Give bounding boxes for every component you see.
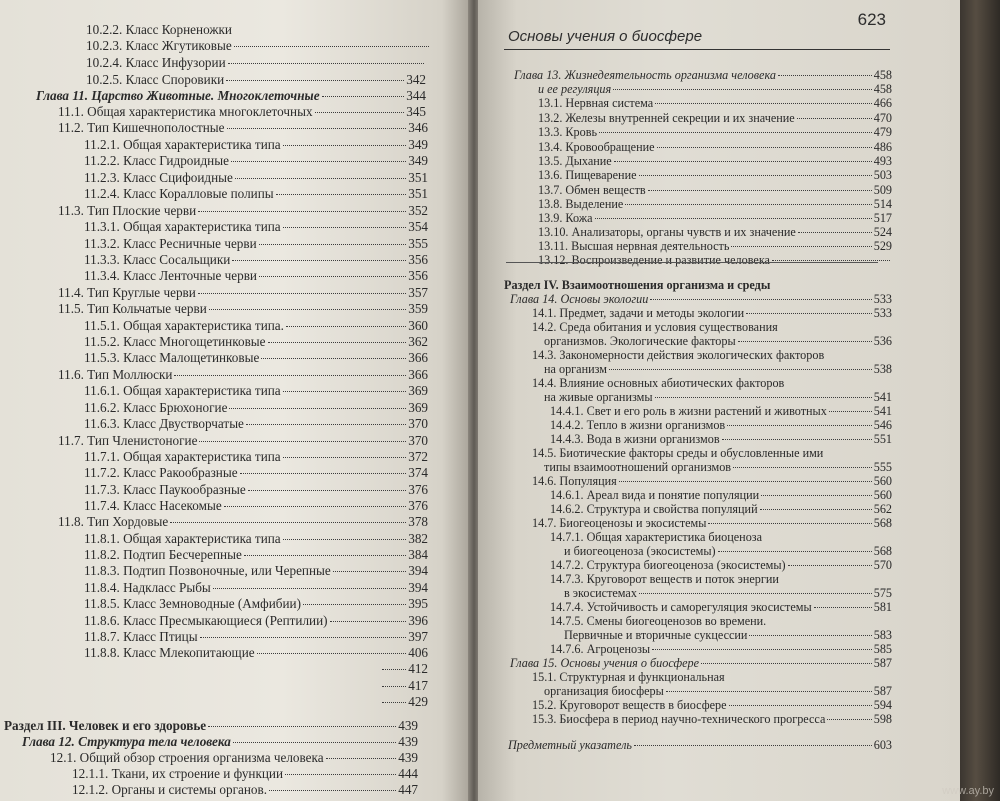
toc-entry-page: 357 [408, 285, 428, 300]
toc-entry-page: 524 [873, 225, 892, 239]
toc-entry-title: 14.7.2. Структура биогеоценоза (экосистемы) [550, 558, 786, 572]
toc-entry-page: 587 [873, 684, 892, 698]
toc-entry [84, 383, 428, 399]
toc-entry [84, 613, 428, 629]
toc-entry [58, 120, 428, 136]
toc-entry-title: 11.7.3. Класс Паукообразные [84, 482, 246, 497]
toc-entry-page: 529 [873, 239, 892, 253]
toc-entry [58, 301, 428, 317]
toc-entry [84, 449, 428, 465]
left-book-page [0, 0, 470, 801]
toc-entry [538, 168, 892, 182]
toc-entry-page: 594 [873, 698, 892, 712]
toc-entry-title: Глава 12. Структура тела человека [22, 734, 231, 749]
toc-entry-page: 376 [408, 482, 428, 497]
toc-entry [84, 547, 428, 563]
toc-entry-title: на живые организмы [544, 390, 653, 404]
toc-entry [538, 253, 892, 267]
toc-entry-page: 575 [873, 586, 892, 600]
toc-entry [58, 367, 428, 383]
toc-entry-title: 13.5. Дыхание [538, 154, 612, 168]
toc-entry-page: 581 [873, 600, 892, 614]
toc-entry-page: 585 [873, 642, 892, 656]
toc-entry-page: 560 [873, 474, 892, 488]
toc-entry [86, 72, 426, 88]
toc-entry-title: 14.7. Биогеоценозы и экосистемы [532, 516, 707, 530]
table-surface [960, 0, 1000, 801]
toc-entry-title: 11.2. Тип Кишечнополостные [58, 120, 225, 135]
toc-entry-title: Глава 13. Жизнедеятельность организма человека [514, 68, 776, 82]
toc-entry-title: и ее регуляция [538, 82, 612, 96]
toc-entry-page: 568 [873, 544, 892, 558]
toc-entry [532, 516, 892, 530]
toc-entry [544, 390, 892, 404]
toc-entry-page: 560 [873, 488, 892, 502]
toc-entry [58, 203, 428, 219]
toc-entry-title: 11.2.3. Класс Сцифоидные [84, 170, 233, 185]
toc-entry-page: 366 [408, 367, 428, 382]
toc-entry-page: 366 [408, 350, 428, 365]
toc-entry [72, 782, 418, 798]
toc-entry [84, 268, 428, 284]
toc-entry-page: 439 [398, 750, 418, 765]
toc-entry-title: 11.8.3. Подтип Позвоночные, или Черепные [84, 563, 331, 578]
toc-entry [84, 252, 428, 268]
toc-entry-title: 11.5.2. Класс Многощетинковые [84, 334, 266, 349]
toc-entry-page: 349 [408, 137, 428, 152]
toc-entry-title: 13.8. Выделение [538, 197, 624, 211]
toc-entry-title: 13.12. Воспроизведение и развитие человека [538, 253, 770, 267]
toc-entry-title: 14.7.5. Смены биогеоценозов во времени. [550, 614, 767, 628]
toc-entry-page: 466 [873, 96, 892, 110]
toc-entry [58, 104, 426, 120]
toc-entry [538, 111, 892, 125]
toc-entry-page: 568 [873, 516, 892, 530]
toc-entry-title: 15.3. Биосфера в период научно-технического прогресса [532, 712, 826, 726]
toc-entry-page: 603 [873, 738, 892, 752]
toc-entry-title: 11.3.3. Класс Сосальщики [84, 252, 231, 267]
toc-entry-page: 439 [398, 718, 418, 733]
toc-entry-page: 352 [408, 203, 428, 218]
toc-entry-page: 570 [873, 558, 892, 572]
toc-entry [538, 140, 892, 154]
toc-entry [84, 580, 428, 596]
toc-entry [538, 183, 892, 197]
toc-entry [84, 400, 428, 416]
toc-entry-title: 11.8.8. Класс Млекопитающие [84, 645, 255, 660]
toc-entry-page: 351 [408, 186, 428, 201]
toc-entry-title: 14.4.1. Свет и его роль в жизни растений и животных [550, 404, 827, 418]
toc-entry-page: 396 [408, 613, 428, 628]
running-head: Основы учения о биосфере [508, 28, 703, 45]
toc-entry [532, 306, 892, 320]
toc-entry-page: 538 [873, 362, 892, 376]
toc-entry-page: 345 [406, 104, 426, 119]
toc-entry [84, 350, 428, 366]
toc-entry-page: 517 [873, 211, 892, 225]
toc-entry-title: Глава 11. Царство Животные. Многоклеточные [36, 88, 320, 103]
toc-entry [550, 572, 892, 586]
toc-entry-page: 429 [408, 694, 428, 709]
toc-entry-title: 12.1.2. Органы и системы органов. [72, 782, 268, 797]
toc-entry [544, 362, 892, 376]
toc-entry-title: 11.3. Тип Плоские черви [58, 203, 197, 218]
toc-entry [538, 197, 892, 211]
toc-entry-page: 355 [408, 236, 428, 251]
toc-entry [550, 502, 892, 516]
toc-entry [84, 153, 428, 169]
toc-entry-page: 354 [408, 219, 428, 234]
toc-entry-title: 14.5. Биотические факторы среды и обусловленные ими [532, 446, 824, 460]
toc-entry-page: 384 [408, 547, 428, 562]
toc-entry [532, 320, 892, 334]
right-book-page [478, 0, 960, 801]
toc-entry-title: 11.2.2. Класс Гидроидные [84, 153, 229, 168]
toc-entry [84, 498, 428, 514]
toc-entry-page: 417 [408, 678, 428, 693]
toc-entry-title: 11.8.7. Класс Птицы [84, 629, 198, 644]
toc-entry-title: Глава 14. Основы экологии [510, 292, 649, 306]
toc-entry [550, 404, 892, 418]
toc-entry [538, 239, 892, 253]
toc-entry-title: 10.2.4. Класс Инфузории [86, 55, 226, 70]
toc-entry [50, 750, 418, 766]
toc-entry-page: 370 [408, 433, 428, 448]
toc-entry [86, 22, 431, 38]
toc-entry [58, 433, 428, 449]
toc-entry [72, 766, 418, 782]
toc-entry-title: 13.7. Обмен веществ [538, 183, 646, 197]
toc-entry [532, 712, 892, 726]
toc-entry-title: 14.7.6. Агроценозы [550, 642, 651, 656]
toc-entry [564, 544, 892, 558]
toc-entry-title: 11.5.1. Общая характеристика типа. [84, 318, 284, 333]
toc-entry-title: 14.6.2. Структура и свойства популяций [550, 502, 758, 516]
toc-entry [380, 694, 428, 710]
watermark: www.ay.by [942, 785, 994, 797]
toc-entry-page: 470 [873, 111, 892, 125]
toc-entry-title: 11.6.1. Общая характеристика типа [84, 383, 281, 398]
toc-entry-title: 10.2.5. Класс Споровики [86, 72, 225, 87]
toc-entry-title: 14.4. Влияние основных абиотических факторов [532, 376, 785, 390]
toc-entry [86, 55, 426, 71]
toc-entry-title: 14.7.4. Устойчивость и саморегуляция экосистемы [550, 600, 812, 614]
toc-entry-page: 551 [873, 432, 892, 446]
toc-entry-title: 14.4.3. Вода в жизни организмов [550, 432, 720, 446]
toc-entry-page: 447 [398, 782, 418, 797]
toc-entry [538, 154, 892, 168]
toc-entry-page: 533 [873, 306, 892, 320]
page-number: 623 [857, 10, 886, 29]
toc-entry-page: 378 [408, 514, 428, 529]
toc-entry-page: 351 [408, 170, 428, 185]
toc-entry [550, 432, 892, 446]
toc-entry-page: 362 [408, 334, 428, 349]
toc-entry-title: организмов. Экологические факторы [544, 334, 736, 348]
toc-entry-title: типы взаимоотношений организмов [544, 460, 732, 474]
toc-chapter [36, 88, 426, 104]
toc-entry-page: 583 [873, 628, 892, 642]
toc-entry-page: 541 [873, 404, 892, 418]
toc-entry-title: 11.6. Тип Моллюски [58, 367, 173, 382]
toc-section [504, 278, 892, 292]
toc-entry-title: 13.11. Высшая нервная деятельность [538, 239, 730, 253]
toc-entry-page: 406 [408, 645, 428, 660]
toc-entry-title: 11.3.1. Общая характеристика типа [84, 219, 281, 234]
section-rule [506, 262, 878, 263]
toc-entry [564, 586, 892, 600]
toc-entry-title: 14.4.2. Тепло в жизни организмов [550, 418, 726, 432]
toc-entry-page: 598 [873, 712, 892, 726]
toc-entry [84, 236, 428, 252]
toc-entry [564, 628, 892, 642]
toc-entry-title: 11.6.3. Класс Двустворчатые [84, 416, 244, 431]
toc-entry-title: 11.3.4. Класс Ленточные черви [84, 268, 257, 283]
toc-entry-page: 503 [873, 168, 892, 182]
toc-entry [380, 661, 428, 677]
toc-entry-title: на организм [544, 362, 607, 376]
toc-entry-title: Раздел IV. Взаимоотношения организма и среды [504, 278, 771, 292]
header-rule [504, 49, 890, 50]
toc-entry-page: 356 [408, 252, 428, 267]
toc-entry-page: 372 [408, 449, 428, 464]
toc-entry-title: Первичные и вторичные сукцессии [564, 628, 748, 642]
toc-entry [86, 38, 431, 54]
toc-chapter [514, 68, 892, 82]
toc-entry [550, 600, 892, 614]
toc-entry [538, 125, 892, 139]
toc-entry [532, 376, 892, 390]
toc-entry-title: 13.10. Анализаторы, органы чувств и их значение [538, 225, 796, 239]
toc-entry-page: 394 [408, 563, 428, 578]
toc-entry-title: 13.6. Пищеварение [538, 168, 637, 182]
toc-entry-page: 412 [408, 661, 428, 676]
toc-entry-page: 479 [873, 125, 892, 139]
toc-entry-page: 562 [873, 502, 892, 516]
toc-entry-title: 11.3.2. Класс Ресничные черви [84, 236, 257, 251]
toc-entry-page: 395 [408, 596, 428, 611]
toc-chapter [22, 734, 418, 750]
toc-entry-title: 11.5.3. Класс Малощетинковые [84, 350, 260, 365]
toc-entry-title: 11.8. Тип Хордовые [58, 514, 169, 529]
toc-entry-title: 15.2. Круговорот веществ в биосфере [532, 698, 727, 712]
toc-entry-title: Глава 15. Основы учения о биосфере [510, 656, 700, 670]
toc-entry-title: 11.8.4. Надкласс Рыбы [84, 580, 211, 595]
toc-entry [84, 137, 428, 153]
toc-entry-title: 13.1. Нервная система [538, 96, 654, 110]
toc-entry-title: 11.6.2. Класс Брюхоногие [84, 400, 228, 415]
toc-entry-page: 444 [398, 766, 418, 781]
toc-entry-title: 11.1. Общая характеристика многоклеточных [58, 104, 313, 119]
toc-entry-page: 533 [873, 292, 892, 306]
toc-entry-title: Раздел III. Человек и его здоровье [4, 718, 207, 733]
toc-entry-title: 14.6.1. Ареал вида и понятие популяции [550, 488, 760, 502]
toc-entry [58, 514, 428, 530]
toc-entry [550, 614, 892, 628]
toc-entry-title: 12.1. Общий обзор строения организма человека [50, 750, 324, 765]
toc-entry-page: 493 [873, 154, 892, 168]
toc-entry-title: 14.2. Среда обитания и условия существования [532, 320, 778, 334]
toc-entry-page: 369 [408, 383, 428, 398]
toc-entry-title: 11.8.5. Класс Земноводные (Амфибии) [84, 596, 301, 611]
toc-entry [532, 446, 892, 460]
toc-entry [532, 670, 892, 684]
toc-entry [550, 530, 892, 544]
toc-entry-page: 439 [398, 734, 418, 749]
toc-entry-page: 458 [873, 68, 892, 82]
toc-entry [544, 460, 892, 474]
toc-entry-title: 11.7.4. Класс Насекомые [84, 498, 222, 513]
toc-entry [380, 678, 428, 694]
toc-entry [84, 318, 428, 334]
toc-entry-title: 11.8.6. Класс Пресмыкающиеся (Рептилии) [84, 613, 328, 628]
toc-entry-title: 11.8.1. Общая характеристика типа [84, 531, 281, 546]
toc-entry [538, 96, 892, 110]
toc-entry-page: 346 [408, 120, 428, 135]
toc-chapter [510, 656, 892, 670]
toc-entry-title: 11.2.4. Класс Коралловые полипы [84, 186, 274, 201]
toc-entry [84, 186, 428, 202]
toc-entry [84, 465, 428, 481]
toc-entry-page: 376 [408, 498, 428, 513]
toc-entry [550, 642, 892, 656]
toc-entry-title: 13.9. Кожа [538, 211, 593, 225]
toc-entry-title: в экосистемах [564, 586, 637, 600]
toc-entry-page: 382 [408, 531, 428, 546]
toc-entry [84, 531, 428, 547]
toc-entry-page: 360 [408, 318, 428, 333]
toc-entry [84, 563, 428, 579]
toc-entry-page: 541 [873, 390, 892, 404]
toc-entry-page: 342 [406, 72, 426, 87]
toc-entry-title: 10.2.3. Класс Жгутиковые [86, 38, 232, 53]
toc-entry-title: 11.5. Тип Кольчатые черви [58, 301, 207, 316]
toc-section [4, 718, 418, 734]
toc-entry [532, 474, 892, 488]
toc-chapter [538, 82, 892, 96]
toc-entry [532, 698, 892, 712]
toc-entry-title: 11.7.2. Класс Ракообразные [84, 465, 238, 480]
toc-entry [58, 285, 428, 301]
toc-entry [84, 416, 428, 432]
toc-entry [84, 629, 428, 645]
toc-entry [544, 334, 892, 348]
toc-entry-page: 536 [873, 334, 892, 348]
toc-entry-title: 14.7.1. Общая характеристика биоценоза [550, 530, 763, 544]
toc-entry-page: 587 [873, 656, 892, 670]
toc-entry-title: 13.2. Железы внутренней секреции и их значение [538, 111, 795, 125]
toc-entry [532, 348, 892, 362]
toc-entry [550, 558, 892, 572]
toc-entry-page: 374 [408, 465, 428, 480]
toc-entry-page: 458 [873, 82, 892, 96]
toc-entry-title: 11.7. Тип Членистоногие [58, 433, 198, 448]
toc-entry-title: 14.3. Закономерности действия экологических факторов [532, 348, 825, 362]
toc-entry [84, 170, 428, 186]
toc-entry-page: 356 [408, 268, 428, 283]
toc-entry [544, 684, 892, 698]
toc-chapter [510, 292, 892, 306]
toc-entry-title: 13.4. Кровообращение [538, 140, 655, 154]
toc-entry-page: 555 [873, 460, 892, 474]
toc-entry-title: 12.1.1. Ткани, их строение и функции [72, 766, 284, 781]
toc-entry-title: и биогеоценоза (экосистемы) [564, 544, 716, 558]
toc-entry-title: 11.2.1. Общая характеристика типа [84, 137, 281, 152]
toc-entry-title: организация биосферы [544, 684, 664, 698]
toc-entry-title: 14.1. Предмет, задачи и методы экологии [532, 306, 745, 320]
toc-entry-title: 11.7.1. Общая характеристика типа [84, 449, 281, 464]
toc-entry [84, 482, 428, 498]
toc-entry [84, 334, 428, 350]
toc-entry-title: 14.7.3. Круговорот веществ и поток энергии [550, 572, 779, 586]
toc-entry-page: 546 [873, 418, 892, 432]
toc-entry-title: 11.4. Тип Круглые черви [58, 285, 196, 300]
toc-entry-page: 359 [408, 301, 428, 316]
toc-entry-title: 15.1. Структурная и функциональная [532, 670, 725, 684]
toc-entry-page: 349 [408, 153, 428, 168]
toc-entry [550, 488, 892, 502]
toc-entry-page: 369 [408, 400, 428, 415]
toc-entry [84, 645, 428, 661]
toc-entry-title: 11.8.2. Подтип Бесчерепные [84, 547, 242, 562]
toc-entry [550, 418, 892, 432]
toc-entry-page: 394 [408, 580, 428, 595]
toc-index [508, 738, 892, 752]
toc-entry [538, 225, 892, 239]
toc-entry-page: 397 [408, 629, 428, 644]
toc-entry-page: 344 [406, 88, 426, 103]
toc-entry [538, 211, 892, 225]
toc-entry-title: 14.6. Популяция [532, 474, 617, 488]
toc-entry [84, 219, 428, 235]
toc-entry-page: 509 [873, 183, 892, 197]
toc-entry-title: 13.3. Кровь [538, 125, 598, 139]
toc-entry-title: 10.2.2. Класс Корненожки [86, 22, 232, 37]
toc-entry-page: 486 [873, 140, 892, 154]
toc-entry-title: Предметный указатель [508, 738, 632, 752]
toc-entry-page: 514 [873, 197, 892, 211]
toc-entry-page: 370 [408, 416, 428, 431]
toc-entry [84, 596, 428, 612]
